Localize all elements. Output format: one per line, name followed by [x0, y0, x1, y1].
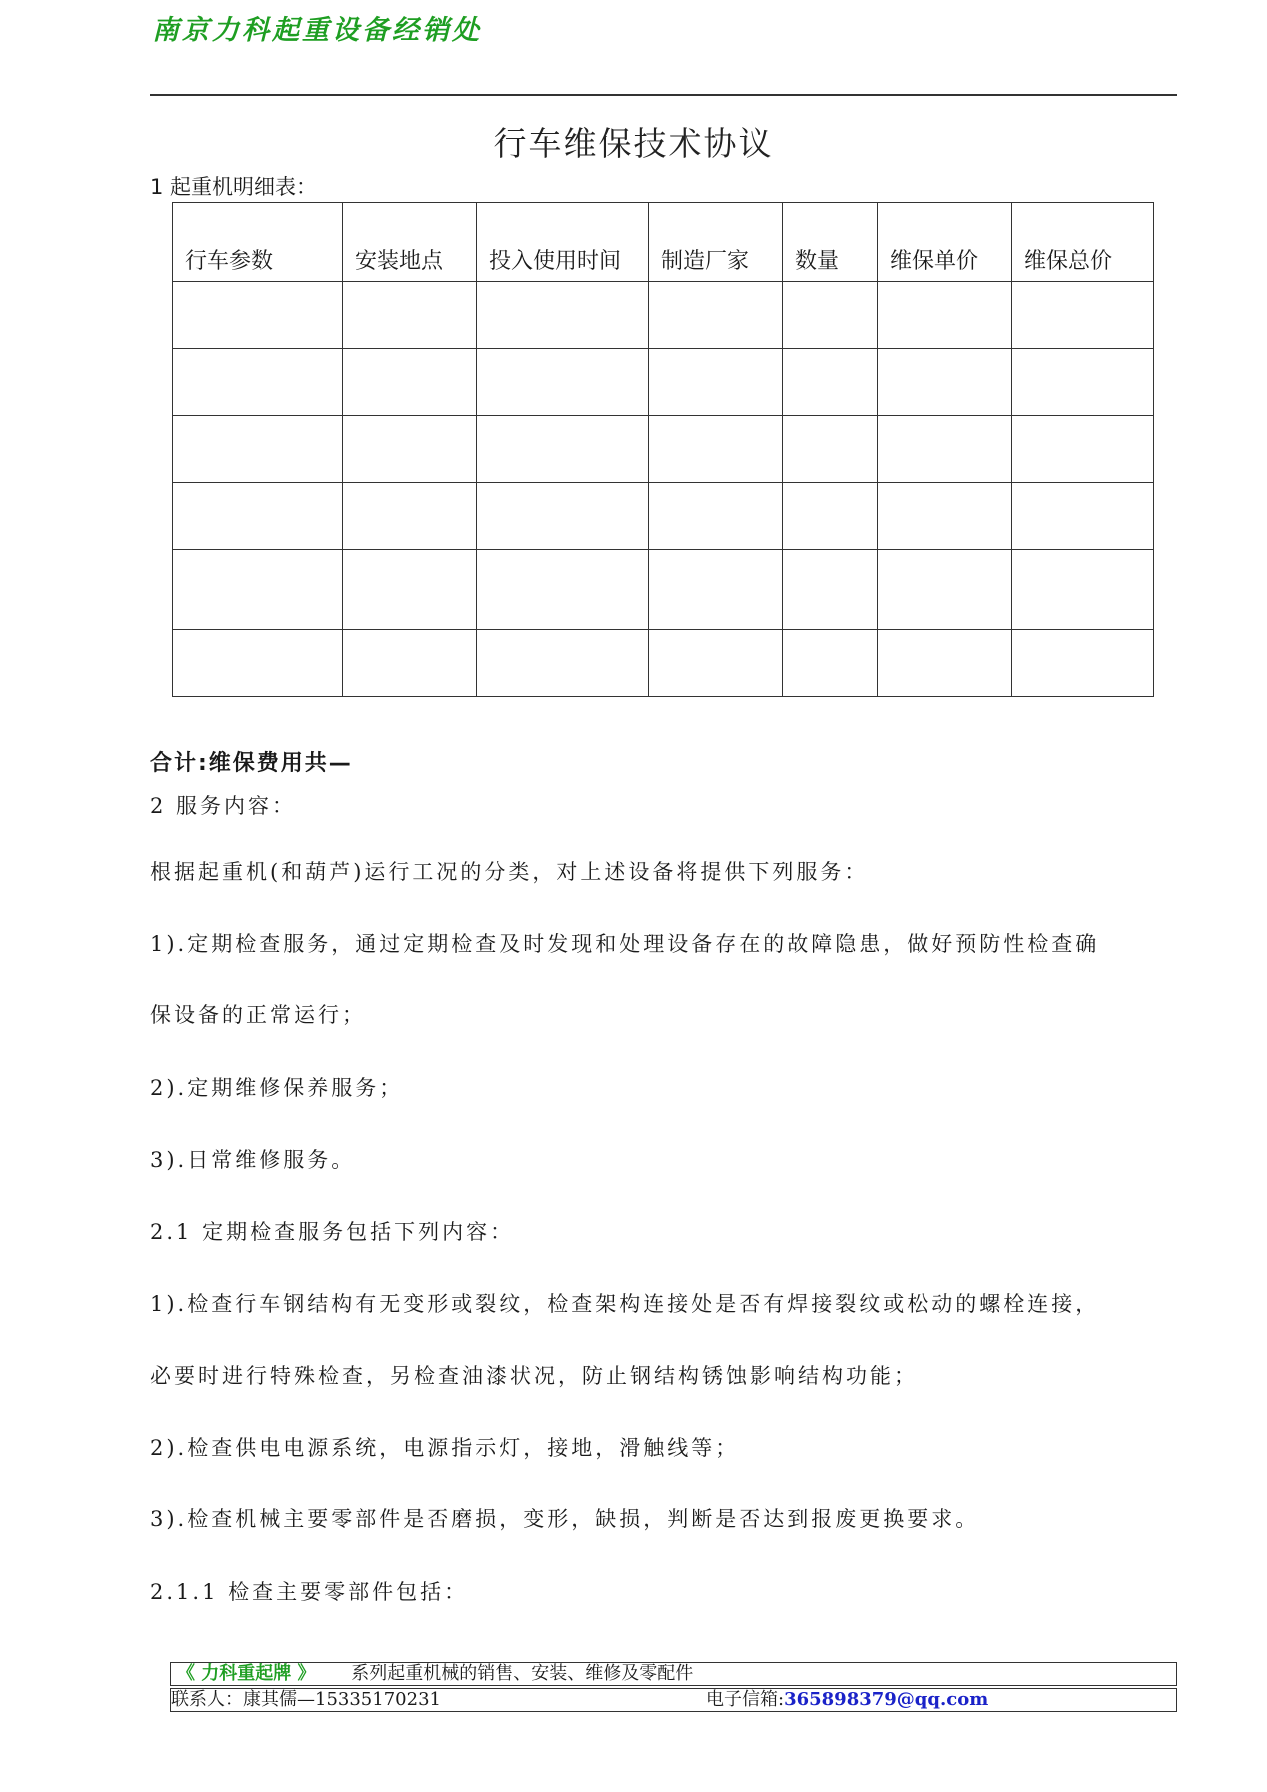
table-cell — [649, 483, 783, 550]
table-cell — [477, 282, 649, 349]
table-cell — [878, 630, 1012, 697]
check-item-2: 2).检查供电电源系统，电源指示灯，接地，滑触线等； — [150, 1436, 740, 1460]
service-item-2: 2).定期维修保养服务； — [150, 1076, 404, 1100]
column-header: 安装地点 — [343, 203, 477, 282]
table-row — [173, 630, 1154, 697]
table-header-row — [173, 203, 1154, 282]
table-cell — [173, 483, 343, 550]
table-cell — [649, 630, 783, 697]
table-cell — [783, 483, 878, 550]
company-name: 南京力科起重设备经销处 — [152, 15, 482, 46]
crane-detail-table — [172, 202, 1154, 697]
table-cell — [1012, 349, 1154, 416]
section211-heading: 2.1.1 检查主要零部件包括： — [150, 1580, 469, 1604]
service-item-1-line2: 保设备的正常运行； — [150, 1003, 366, 1027]
table-cell — [649, 349, 783, 416]
table-cell — [783, 282, 878, 349]
footer-email-label: 电子信箱: — [706, 1689, 785, 1710]
column-header: 行车参数 — [173, 203, 343, 282]
table-cell — [477, 483, 649, 550]
column-header: 制造厂家 — [649, 203, 783, 282]
table-cell — [878, 349, 1012, 416]
table-row — [173, 483, 1154, 550]
footer-contact: 联系人：康其儒—15335170231 — [171, 1689, 441, 1710]
table-cell — [173, 550, 343, 630]
service-item-3: 3).日常维修服务。 — [150, 1148, 356, 1172]
section1-heading: 1 起重机明细表： — [150, 175, 318, 199]
table-row — [173, 416, 1154, 483]
section21-heading: 2.1 定期检查服务包括下列内容： — [150, 1220, 515, 1244]
total-line: 合计:维保费用共— — [150, 751, 353, 776]
table-cell — [783, 630, 878, 697]
table-row — [173, 282, 1154, 349]
footer-brand: 《 力科重起牌 》 — [177, 1663, 316, 1684]
table-cell — [649, 282, 783, 349]
table-cell — [878, 282, 1012, 349]
table-cell — [1012, 416, 1154, 483]
check-item-3: 3).检查机械主要零部件是否磨损，变形，缺损，判断是否达到报废更换要求。 — [150, 1507, 980, 1531]
table-cell — [1012, 630, 1154, 697]
table-cell — [343, 416, 477, 483]
footer-email[interactable]: 365898379@qq.com — [784, 1689, 989, 1710]
table-cell — [783, 349, 878, 416]
table-cell — [173, 349, 343, 416]
table-cell — [477, 630, 649, 697]
column-header: 维保单价 — [878, 203, 1012, 282]
footer-description: 系列起重机械的销售、安装、维修及零配件 — [351, 1663, 694, 1684]
column-header: 维保总价 — [1012, 203, 1154, 282]
table-cell — [173, 416, 343, 483]
table-cell — [477, 550, 649, 630]
check-item-1-line2: 必要时进行特殊检查，另检查油漆状况，防止钢结构锈蚀影响结构功能； — [150, 1364, 918, 1388]
section2-heading: 2 服务内容： — [150, 794, 297, 818]
table-cell — [477, 349, 649, 416]
table-cell — [783, 416, 878, 483]
table-cell — [173, 630, 343, 697]
footer-contact-row — [170, 1688, 1177, 1712]
column-header: 投入使用时间 — [477, 203, 649, 282]
table-cell — [343, 483, 477, 550]
table-cell — [1012, 282, 1154, 349]
table-cell — [1012, 550, 1154, 630]
table-cell — [343, 550, 477, 630]
table-cell — [649, 416, 783, 483]
table-cell — [173, 282, 343, 349]
header-divider — [150, 94, 1177, 96]
footer-brand-row — [170, 1662, 1177, 1686]
service-item-1-line1: 1).定期检查服务，通过定期检查及时发现和处理设备存在的故障隐患，做好预防性检查确 — [150, 932, 1100, 956]
table-cell — [878, 416, 1012, 483]
document-title: 行车维保技术协议 — [493, 124, 774, 163]
table-cell — [477, 416, 649, 483]
table-row — [173, 349, 1154, 416]
table-cell — [343, 282, 477, 349]
check-item-1-line1: 1).检查行车钢结构有无变形或裂纹，检查架构连接处是否有焊接裂纹或松动的螺栓连接， — [150, 1292, 1100, 1316]
table-cell — [878, 550, 1012, 630]
intro-text: 根据起重机(和葫芦)运行工况的分类，对上述设备将提供下列服务： — [150, 860, 869, 884]
column-header: 数量 — [783, 203, 878, 282]
table-cell — [649, 550, 783, 630]
table-cell — [783, 550, 878, 630]
table-row — [173, 550, 1154, 630]
table-cell — [878, 483, 1012, 550]
table-cell — [1012, 483, 1154, 550]
table-cell — [343, 349, 477, 416]
table-cell — [343, 630, 477, 697]
